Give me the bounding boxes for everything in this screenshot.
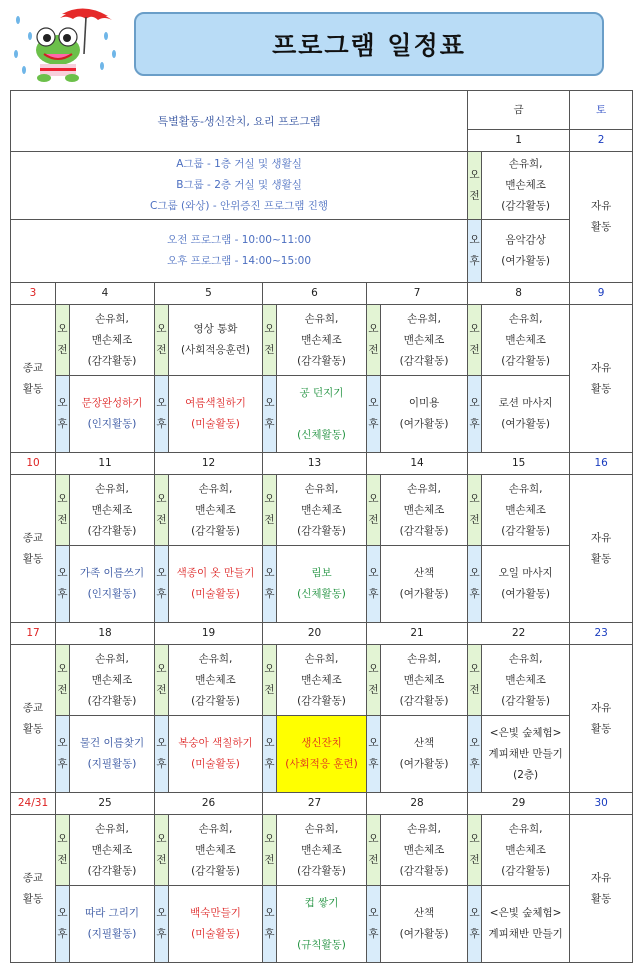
page-title: 프로그램 일정표 — [272, 31, 466, 60]
pm-label: 오 후 — [155, 546, 169, 623]
pm-label: 오 후 — [263, 376, 277, 453]
am-label: 오 전 — [468, 305, 482, 376]
special-activities-header: 특별활동-생신잔치, 요리 프로그램 — [11, 91, 468, 152]
saturday-free-activity: 자유 활동 — [570, 815, 633, 963]
pm-label: 오 후 — [367, 716, 381, 793]
weekday-date: 6 — [263, 283, 367, 305]
sunday-religious-activity: 종교 활동 — [11, 305, 56, 453]
time-line: 오전 프로그램 - 10:00~11:00 — [167, 234, 312, 246]
am-label: 오 전 — [367, 475, 381, 546]
group-line: A그룹 - 1층 거실 및 생활실 — [176, 158, 302, 170]
am-program: 손유희, 맨손체조 (감각활동) — [277, 475, 367, 546]
weekday-date: 14 — [367, 453, 468, 475]
weekday-date: 25 — [56, 793, 155, 815]
pm-label: 오 후 — [468, 220, 482, 283]
weekday-date: 12 — [155, 453, 263, 475]
weekday-date: 19 — [155, 623, 263, 645]
am-program: 영상 통화 (사회적응훈련) — [169, 305, 263, 376]
pm-program: 산책 (여가활동) — [381, 886, 468, 963]
am-label: 오 전 — [155, 305, 169, 376]
pm-program: 생신잔치 (사회적응 훈련) — [277, 716, 367, 793]
pm-program: 컵 쌓기 (규칙활동) — [277, 886, 367, 963]
pm-program: 오일 마사지 (여가활동) — [482, 546, 570, 623]
am-program: 손유희, 맨손체조 (감각활동) — [277, 645, 367, 716]
am-program: 손유희, 맨손체조 (감각활동) — [277, 815, 367, 886]
weekday-date: 26 — [155, 793, 263, 815]
pm-program: 색종이 옷 만들기 (미술활동) — [169, 546, 263, 623]
am-program: 손유희, 맨손체조 (감각활동) — [482, 475, 570, 546]
pm-label: 오 후 — [367, 546, 381, 623]
am-label: 오 전 — [56, 305, 70, 376]
title-banner — [134, 12, 604, 76]
weekday-date: 27 — [263, 793, 367, 815]
group-line: B그룹 - 2층 거실 및 생활실 — [176, 179, 302, 191]
pm-label: 오 후 — [56, 546, 70, 623]
saturday-date: 16 — [570, 453, 633, 475]
pm-label: 오 후 — [155, 716, 169, 793]
weekday-date: 13 — [263, 453, 367, 475]
group-line: C그룹 (와상) - 안위증진 프로그램 진행 — [150, 200, 329, 212]
saturday-free-activity: 자유 활동 — [570, 645, 633, 793]
am-label: 오 전 — [155, 645, 169, 716]
pm-program: 산책 (여가활동) — [381, 546, 468, 623]
sunday-date: 3 — [11, 283, 56, 305]
pm-label: 오 후 — [367, 886, 381, 963]
pm-label: 오 후 — [367, 376, 381, 453]
weekday-date: 28 — [367, 793, 468, 815]
weekday-date: 7 — [367, 283, 468, 305]
sunday-date: 10 — [11, 453, 56, 475]
pm-program: <은빛 숲체험> 계피채반 만들기 (2층) — [482, 716, 570, 793]
pm-program: <은빛 숲체험> 계피채반 만들기 — [482, 886, 570, 963]
sunday-date: 24/31 — [11, 793, 56, 815]
friday-pm-program: 음악감상 (여가활동) — [482, 220, 570, 283]
weekday-date: 5 — [155, 283, 263, 305]
sunday-religious-activity: 종교 활동 — [11, 815, 56, 963]
pm-label: 오 후 — [468, 716, 482, 793]
am-label: 오 전 — [155, 815, 169, 886]
pm-program: 공 던지기 (신체활동) — [277, 376, 367, 453]
am-label: 오 전 — [56, 815, 70, 886]
saturday-date: 30 — [570, 793, 633, 815]
am-program: 손유희, 맨손체조 (감각활동) — [482, 305, 570, 376]
am-label: 오 전 — [367, 645, 381, 716]
weekday-date: 18 — [56, 623, 155, 645]
sunday-date: 17 — [11, 623, 56, 645]
pm-program: 가족 이름쓰기 (인지활동) — [70, 546, 155, 623]
am-program: 손유희, 맨손체조 (감각활동) — [169, 475, 263, 546]
pm-program: 백숙만들기 (미술활동) — [169, 886, 263, 963]
pm-label: 오 후 — [468, 376, 482, 453]
am-label: 오 전 — [155, 475, 169, 546]
friday-am-program: 손유희, 맨손체조 (감각활동) — [482, 152, 570, 220]
am-program: 손유희, 맨손체조 (감각활동) — [381, 645, 468, 716]
friday-header: 금 — [468, 91, 570, 130]
time-line: 오후 프로그램 - 14:00~15:00 — [167, 255, 312, 267]
pm-program: 물건 이름찾기 (지필활동) — [70, 716, 155, 793]
sunday-religious-activity: 종교 활동 — [11, 475, 56, 623]
am-program: 손유희, 맨손체조 (감각활동) — [381, 305, 468, 376]
weekday-date: 29 — [468, 793, 570, 815]
saturday-date: 9 — [570, 283, 633, 305]
am-program: 손유희, 맨손체조 (감각활동) — [482, 815, 570, 886]
group-info — [11, 152, 468, 220]
saturday-free-activity: 자유 활동 — [570, 305, 633, 453]
pm-label: 오 후 — [468, 886, 482, 963]
am-program: 손유희, 맨손체조 (감각활동) — [381, 475, 468, 546]
pm-label: 오 후 — [155, 376, 169, 453]
saturday-date: 2 — [570, 130, 633, 152]
am-program: 손유희, 맨손체조 (감각활동) — [277, 305, 367, 376]
am-program: 손유희, 맨손체조 (감각활동) — [70, 815, 155, 886]
pm-program: 로션 마사지 (여가활동) — [482, 376, 570, 453]
am-program: 손유희, 맨손체조 (감각활동) — [169, 645, 263, 716]
pm-program: 산책 (여가활동) — [381, 716, 468, 793]
saturday-free-activity: 자유 활동 — [570, 475, 633, 623]
am-label: 오 전 — [468, 475, 482, 546]
weekday-date: 15 — [468, 453, 570, 475]
am-label: 오 전 — [263, 815, 277, 886]
pm-label: 오 후 — [56, 716, 70, 793]
am-program: 손유희, 맨손체조 (감각활동) — [70, 475, 155, 546]
am-program: 손유희, 맨손체조 (감각활동) — [381, 815, 468, 886]
am-program: 손유희, 맨손체조 (감각활동) — [70, 305, 155, 376]
time-info — [11, 220, 468, 283]
am-program: 손유희, 맨손체조 (감각활동) — [482, 645, 570, 716]
saturday-date: 23 — [570, 623, 633, 645]
am-label: 오 전 — [263, 645, 277, 716]
pm-label: 오 후 — [155, 886, 169, 963]
am-label: 오 전 — [263, 305, 277, 376]
am-label: 오 전 — [468, 815, 482, 886]
pm-program: 복숭아 색칠하기 (미술활동) — [169, 716, 263, 793]
saturday-header: 토 — [570, 91, 633, 130]
pm-program: 림보 (신체활동) — [277, 546, 367, 623]
weekday-date: 22 — [468, 623, 570, 645]
friday-date: 1 — [468, 130, 570, 152]
pm-label: 오 후 — [56, 376, 70, 453]
am-label: 오 전 — [56, 475, 70, 546]
am-program: 손유희, 맨손체조 (감각활동) — [70, 645, 155, 716]
schedule-table — [10, 90, 633, 963]
weekday-date: 4 — [56, 283, 155, 305]
am-program: 손유희, 맨손체조 (감각활동) — [169, 815, 263, 886]
pm-program: 여름색칠하기 (미술활동) — [169, 376, 263, 453]
am-label: 오 전 — [367, 815, 381, 886]
pm-program: 따라 그리기 (지필활동) — [70, 886, 155, 963]
am-label: 오 전 — [367, 305, 381, 376]
saturday-free-activity: 자유 활동 — [570, 152, 633, 283]
pm-label: 오 후 — [263, 886, 277, 963]
sunday-religious-activity: 종교 활동 — [11, 645, 56, 793]
weekday-date: 11 — [56, 453, 155, 475]
pm-label: 오 후 — [263, 546, 277, 623]
am-label: 오 전 — [263, 475, 277, 546]
pm-label: 오 후 — [468, 546, 482, 623]
am-label: 오 전 — [468, 645, 482, 716]
frog-mascot-illustration — [6, 6, 126, 84]
am-label: 오 전 — [468, 152, 482, 220]
weekday-date: 20 — [263, 623, 367, 645]
pm-label: 오 후 — [56, 886, 70, 963]
weekday-date: 21 — [367, 623, 468, 645]
weekday-date: 8 — [468, 283, 570, 305]
am-label: 오 전 — [56, 645, 70, 716]
pm-program: 이미용 (여가활동) — [381, 376, 468, 453]
pm-label: 오 후 — [263, 716, 277, 793]
pm-program: 문장완성하기 (인지활동) — [70, 376, 155, 453]
